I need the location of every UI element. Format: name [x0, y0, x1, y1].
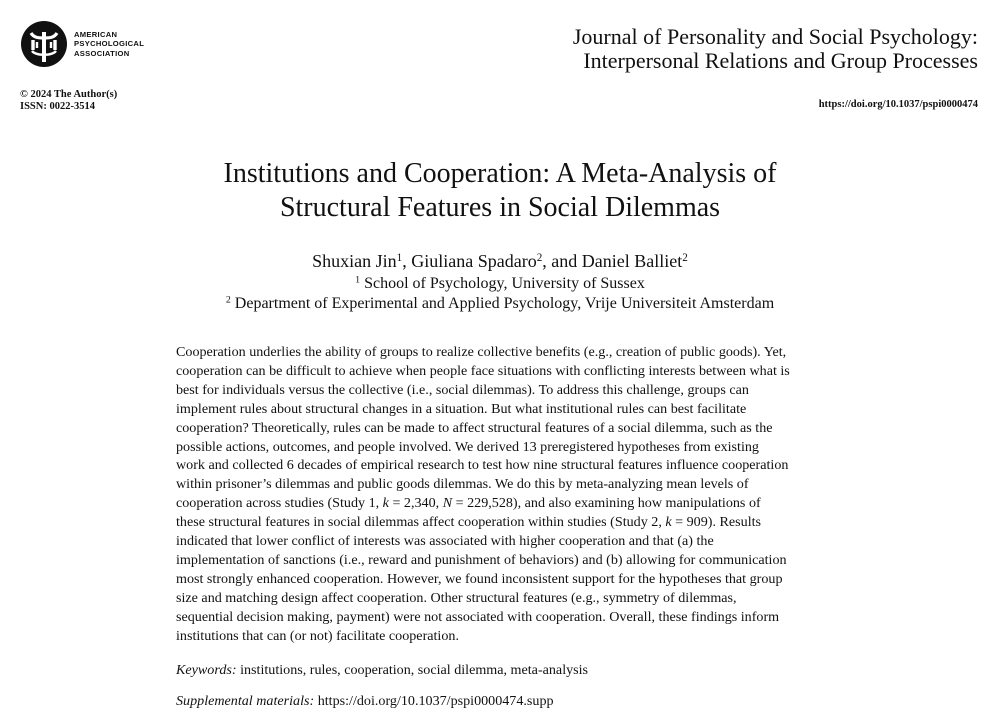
logo-line: AMERICAN [74, 29, 118, 39]
author-name: Daniel Balliet [581, 251, 683, 271]
supplemental-materials [176, 693, 554, 710]
supplemental-link[interactable]: https://doi.org/10.1037/pspi0000474.supp [317, 693, 554, 709]
abstract-line: within prisoner’s dilemmas and public goods dilemmas. We do this by meta-analyzing mean levels of [176, 476, 749, 493]
abstract [176, 343, 826, 646]
keywords-label: Keywords: [176, 662, 237, 678]
author-separator: , and [542, 251, 582, 271]
keywords [176, 662, 588, 679]
abstract-line: implementation of sanctions (i.e., reward and punishment of behaviors) and (b) allowing for communication [176, 551, 787, 568]
paper-title [0, 157, 1000, 225]
apa-logo-text [74, 30, 144, 59]
affiliation-text: School of Psychology, University of Sussex [364, 275, 645, 292]
abstract-line: cooperation can be difficult to achieve when people face situations with conflicting interests between what is [176, 362, 790, 379]
copyright-text: © 2024 The Author(s) [20, 89, 118, 100]
author-separator: , [402, 251, 412, 271]
abstract-line: sequential decision making, payment) were not associated with cooperation. Overall, these findings inform [176, 608, 780, 625]
journal-name-line: Journal of Personality and Social Psychology: [572, 24, 978, 49]
affiliation-2 [0, 294, 1000, 314]
abstract-line: cooperation across studies (Study 1, k = 2,340, N = 229,528), and also examining how manipulations of [176, 495, 761, 512]
abstract-line: possible actions, outcomes, and people involved. We derived 13 preregistered hypotheses from existing [176, 438, 759, 455]
apa-logo [20, 20, 144, 68]
author-affil-number: 2 [536, 251, 543, 264]
logo-line: PSYCHOLOGICAL [74, 39, 145, 49]
paper-title-line: Institutions and Cooperation: A Meta-Analysis of [223, 158, 777, 189]
abstract-line: indicated that lower conflict of interests was associated with higher cooperation and that (a) the [176, 533, 714, 550]
affiliation-number: 1 [355, 274, 361, 286]
doi-link[interactable] [819, 99, 978, 110]
abstract-line: these structural features in social dilemmas affect cooperation within studies (Study 2, k = 909). Results [176, 514, 762, 531]
logo-line: ASSOCIATION [74, 48, 130, 58]
supplemental-label: Supplemental materials: [176, 693, 315, 709]
abstract-line: best for individuals versus the collective (i.e., social dilemmas). To address this challenge, groups can [176, 381, 749, 398]
abstract-line: size and matching design affect cooperation. Other structural features (e.g., symmetry of dilemmas, [176, 589, 737, 606]
keywords-text: institutions, rules, cooperation, social dilemma, meta-analysis [240, 662, 589, 678]
author-list [0, 250, 1000, 272]
affiliation-1 [0, 274, 1000, 294]
issn-text: ISSN: 0022-3514 [20, 101, 95, 112]
author-name: Shuxian Jin [312, 251, 397, 271]
apa-emblem-icon [20, 20, 68, 68]
doi-link-text[interactable]: https://doi.org/10.1037/pspi0000474 [818, 99, 978, 110]
journal-name-line: Interpersonal Relations and Group Processes [583, 48, 978, 73]
copyright-block [20, 89, 117, 113]
abstract-line: work and collected 6 decades of empirical research to test how nine structural features influence cooperation [176, 457, 789, 474]
journal-name [573, 25, 978, 73]
author-name: Giuliana Spadaro [411, 251, 537, 271]
abstract-line: Cooperation underlies the ability of groups to realize collective benefits (e.g., creation of public goods). Yet, [176, 344, 787, 360]
abstract-line: implement rules about structural changes in a situation. But what institutional rules can best facilitate [176, 400, 747, 417]
affiliation-text: Department of Experimental and Applied Psychology, Vrije Universiteit Amsterdam [234, 295, 775, 312]
abstract-line: institutions that can (or not) facilitate cooperation. [176, 627, 459, 644]
abstract-line: most strongly enhanced cooperation. However, we found inconsistent support for the hypotheses that group [176, 570, 783, 587]
affiliation-number: 2 [225, 294, 231, 306]
abstract-line: cooperation? Theoretically, rules can be made to affect structural features of a social dilemma, such as the [176, 419, 773, 436]
paper-title-line: Structural Features in Social Dilemmas [279, 192, 721, 223]
author-affil-number: 2 [682, 251, 688, 264]
author-affil-number: 1 [396, 251, 403, 264]
